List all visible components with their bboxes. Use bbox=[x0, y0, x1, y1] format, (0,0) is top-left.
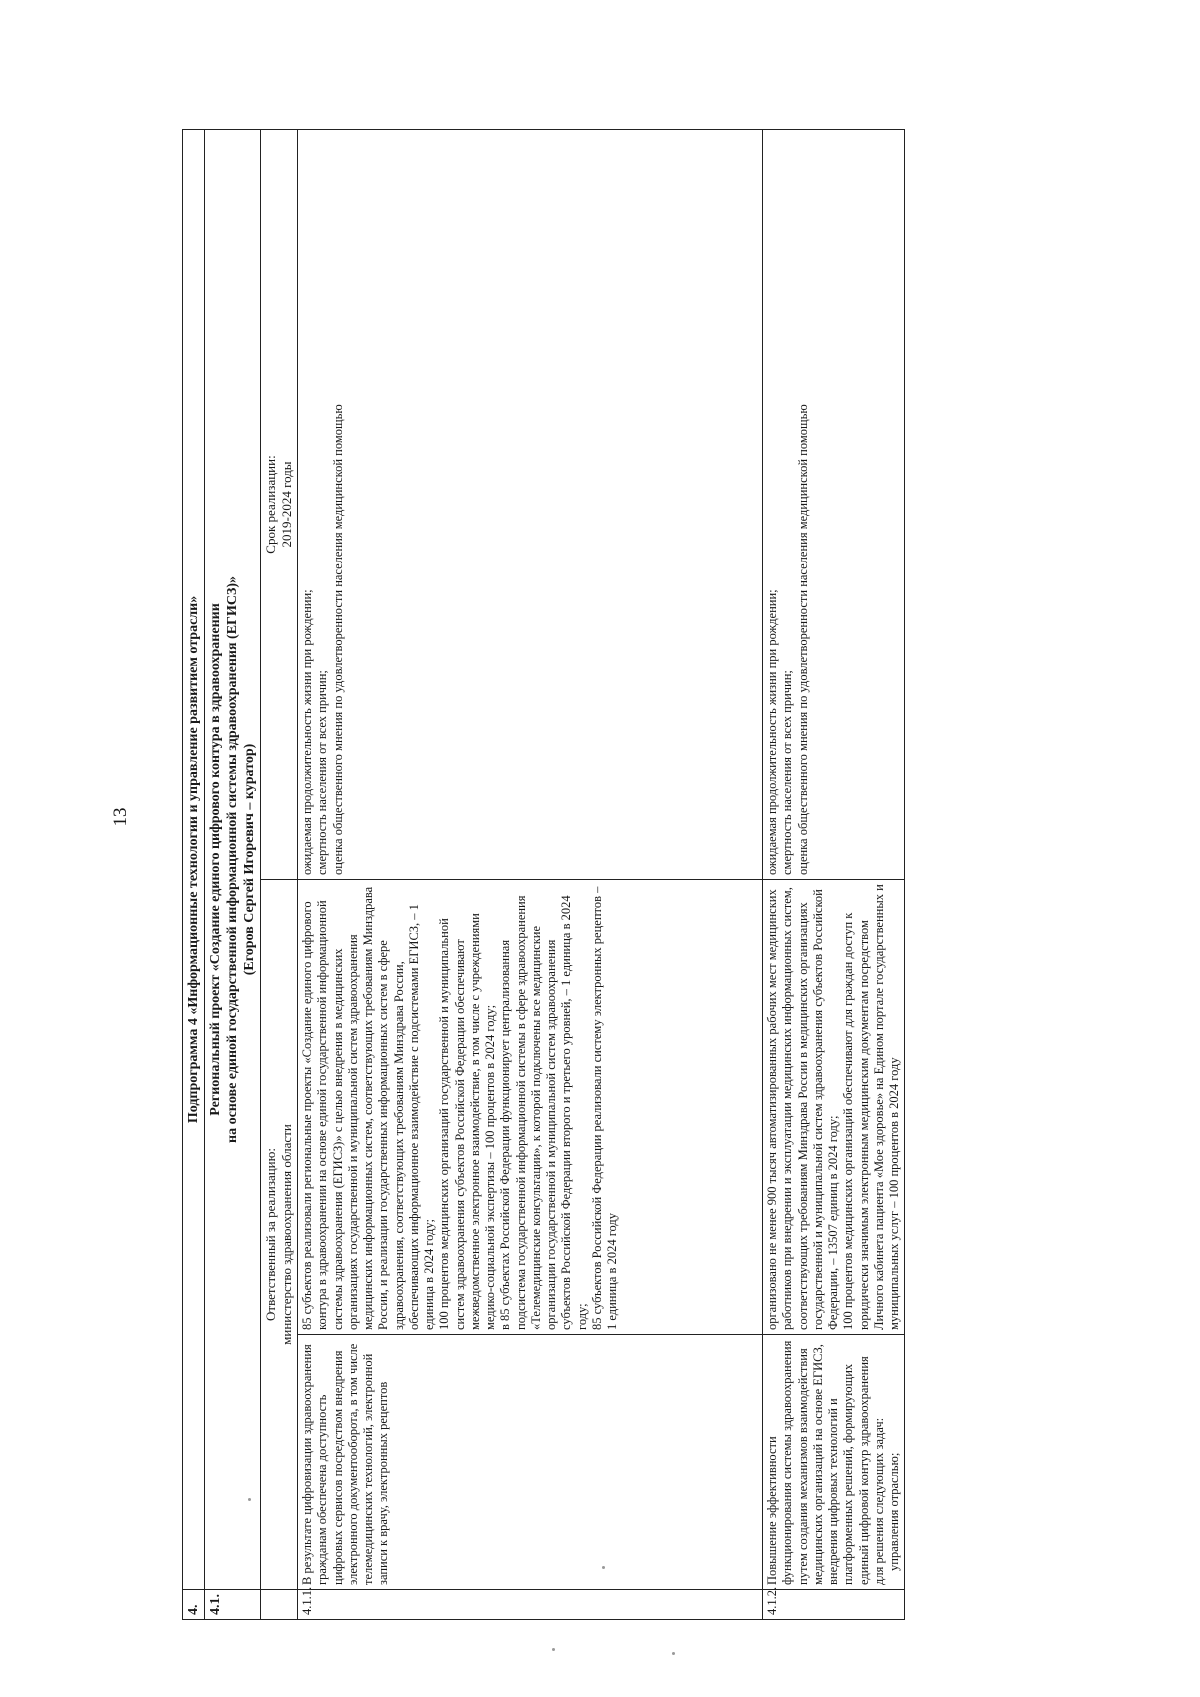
project-curator: (Егоров Сергей Игоревич – куратор) bbox=[242, 743, 258, 976]
rotated-table-frame bbox=[182, 130, 1062, 1620]
project-number: 4.1. bbox=[205, 1590, 261, 1620]
project-title-line1: Региональный проект «Создание единого цифрового контура в здравоохранении bbox=[208, 603, 224, 1116]
table-row bbox=[298, 129, 763, 1619]
row-result: В результате цифровизации здравоохранения гражданам обеспечена доступность цифровых сервисов посредством внедрения электронного документооборота, в том числе телемедицинских технологий, электронной записи к врачу, электронных рецептов bbox=[298, 1335, 763, 1590]
term-label: Срок реализации: bbox=[263, 455, 279, 554]
row-indicators bbox=[298, 129, 763, 879]
term-value: 2019-2024 годы bbox=[279, 461, 295, 548]
page-number: 13 bbox=[110, 807, 131, 827]
indicator-item: оценка общественного мнения по удовлетворенности населения медицинской помощью bbox=[795, 404, 810, 875]
subprogram-title: Подпрограмма 4 «Информационные технологии и управление развитием отрасли» bbox=[183, 129, 205, 1589]
responsible-row bbox=[261, 129, 298, 1619]
action-item: организовано не менее 900 тысяч автоматизированных рабочих мест медицинских работников при внедрении и эксплуатации медицинских информационных систем, соответствующих требованиям Минздрава России в медицинских организациях государственной и муниципальной систем здравоохранения субъектов Российской Федерации, – 13507 единиц в 2024 году; bbox=[765, 887, 841, 1330]
indicator-item: оценка общественного мнения по удовлетворенности населения медицинской помощью bbox=[330, 404, 345, 875]
project-title-cell bbox=[205, 129, 261, 1589]
indicator-item: смертность населения от всех причин; bbox=[315, 670, 330, 875]
subprogram-row bbox=[183, 129, 205, 1619]
term-cell bbox=[261, 129, 298, 879]
row-actions bbox=[763, 880, 905, 1335]
project-row bbox=[205, 129, 261, 1619]
table-row bbox=[763, 129, 905, 1619]
row-indicators bbox=[763, 129, 905, 879]
indicator-item: смертность населения от всех причин; bbox=[780, 670, 795, 875]
subprogram-number: 4. bbox=[183, 1590, 205, 1620]
row-result-cell bbox=[763, 1335, 905, 1590]
action-item: 85 субъектов Российской Федерации реализовали систему электронных рецептов – 1 единица в 2024 году bbox=[589, 886, 620, 1330]
action-item: 100 процентов медицинских организаций обеспечивают для граждан доступ к юридически значимым электронным медицинским документам посредством Личного кабинета пациента «Мое здоровье» на Едином портале государственных и муниципальных услуг – 100 процентов в 2024 году bbox=[841, 884, 902, 1330]
rotated-table-inner bbox=[182, 130, 1062, 1620]
row-actions bbox=[298, 880, 763, 1335]
program-table bbox=[182, 129, 905, 1620]
action-item: 100 процентов медицинских организаций государственной и муниципальной систем здравоохранения субъектов Российской Федерации обеспечивают межведомственное электронное взаимодействие, в том числе с учреждениями медико-социальной экспертизы – 100 процентов в 2024 году; bbox=[437, 913, 498, 1330]
responsible-label: Ответственный за реализацию: bbox=[263, 1148, 279, 1321]
indicator-item: ожидаемая продолжительность жизни при рождении; bbox=[300, 589, 315, 875]
row-number: 4.1.1. bbox=[298, 1590, 763, 1620]
responsible-empty-cell bbox=[261, 1590, 298, 1620]
responsible-cell bbox=[261, 880, 298, 1590]
row-result-tail: управления отраслью; bbox=[887, 1452, 902, 1571]
project-title-line2: на основе единой государственной информационной системы здравоохранения (ЕГИСЗ)» bbox=[225, 576, 241, 1143]
responsible-value: министерство здравоохранения области bbox=[279, 1124, 295, 1345]
row-result: Повышение эффективности функционирования системы здравоохранения путем создания механизмов взаимодействия медицинских организаций на основе ЕГИСЗ, внедрения цифровых технологий и платформенных решений, формирующих единый цифровой контур здравоохранения для решения следующих задач: bbox=[765, 1340, 886, 1585]
indicator-item: ожидаемая продолжительность жизни при рождении; bbox=[765, 589, 780, 875]
action-item: в 85 субъектах Российской Федерации функционирует централизованная подсистема государственной информационной системы в сфере здравоохранения «Телемедицинские консультации», к которой подключены все медицинские организации государственной и муниципальной систем здравоохранения субъектов Российской Федерации второго и третьего уровней, – 1 единица в 2024 году; bbox=[498, 895, 589, 1330]
row-number: 4.1.2. bbox=[763, 1590, 905, 1620]
action-item: 85 субъектов реализовали региональные проекты «Создание единого цифрового контура в здравоохранении на основе единой государственной информационной системы здравоохранения (ЕГИСЗ)» с целью внедрения в медицинских организациях государственной и муниципальной систем здравоохранения медицинских информационных систем, соответствующих требованиям Минздрава России, и реализации государственных информационных систем в сфере здравоохранения, соответствующих требованиям Минздрава России, обеспечивающих информационное взаимодействие с подсистемами ЕГИСЗ, – 1 единица в 2024 году; bbox=[300, 886, 437, 1330]
